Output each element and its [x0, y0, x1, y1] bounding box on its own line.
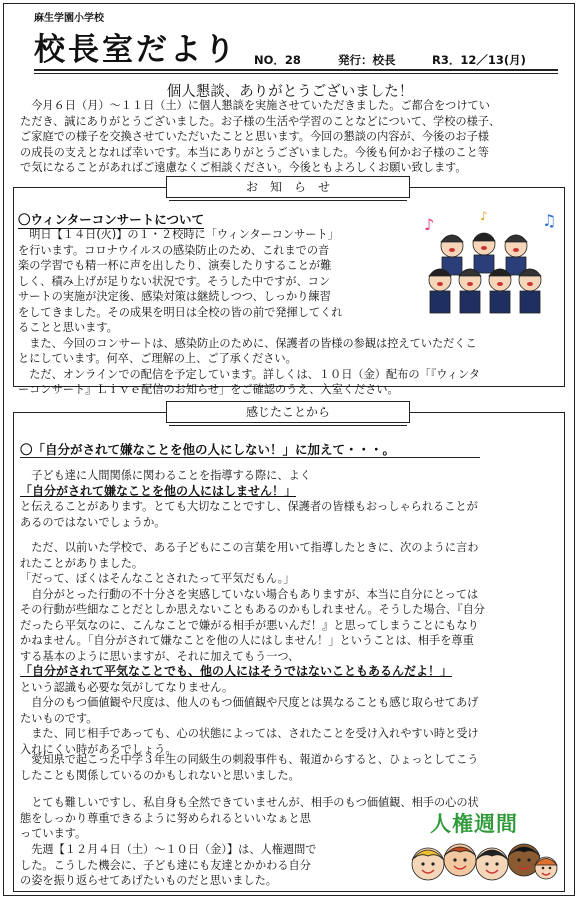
- quote-highlight-2: 「自分がされて平気なことでも、他の人にはそうではないこともあるんだよ！」: [20, 664, 453, 678]
- reflection-paragraph-5: 先週【１２月４日（土）～１０日（金）】は、人権週間で した。こうした機会に、子ども達にも友達とかかわる自分 の姿を振り返らせてあげたいものだと思いました。: [20, 843, 317, 887]
- svg-text:♫: ♫: [542, 211, 557, 230]
- quote-highlight-1: 「自分がされて嫌なことを他の人にはしません！」: [20, 483, 297, 498]
- publisher: 発行：校長: [338, 53, 396, 67]
- issue-date: R3．12／13(月): [432, 53, 526, 67]
- reflection-paragraph-2: ただ、以前いた学校で、ある子どもにこの言葉を用いて指導したときに、次のように言わ れたことがありました。 「だって、ぼくはそんなことされたって平気だもん。」 自分がとった行動の不十分さを実感していない場合もありますが、本当に自分にとっては その行動が些細なことだとしか思えないこともあるのかもしれません。そうした場合、『自分 だったら平気なのに、こんなことで嫌がる相手が悪いんだ！』と思ってしまうことにもなり かねません。「自分がされて嫌なことを他の人にはしません！」ということは、相手を尊重 する基本のように思いますが、それに加えてもう一つ、 「自分がされて平気なことでも、他の人にはそうではないこともあるんだよ！」 という認識も必要な気がしてなりません。 自分のもつ価値観や尺度は、他人のもつ価値観や尺度とは異なることも感じ取らせてあげ たいものです。 また、同じ相手であっても、心の状態によっては、されたことを受け入れやすい時と受け 入れにくい時があるでしょう。: [20, 541, 485, 756]
- reflection-box-title: 感じたことから: [166, 401, 410, 423]
- intro-paragraph: 今月６日（月）～１１日（土）に個人懇談を実施させていただきました。ご都合をつけてい ただき、誠にありがとうございました。お子様の生活や学習のことなどについて、学校の様子、 ご家庭での様子を交換させていただいたことと思います。今回の懇談の内容が、今後のお子様 の成長の支えとなれば幸いです。本当にありがとうございました。今後も何かお子様のこと等 で気になることがあればご遠慮なくご相談ください。今後ともよろしくお願い致します。: [20, 99, 501, 174]
- human-rights-week-logo-text: 人権週間: [430, 812, 518, 836]
- svg-text:♪: ♪: [480, 209, 488, 223]
- notice-paragraph: 明日【１４日(火)】の１・２校時に「ウィンターコンサート」 を行います。コロナウイルスの感染防止のため、これまでの音 楽の学習でも精一杯に声を出したり、演奏したりすることが難 しく、積み上げが足りない状況です。そうした中ですが、コン サートの実施が決定後、感染対策は継続しつつ、しっかり練習 をしてきました。その成果を明日は全校の皆の前で発揮してくれ ることと思います。 また、今回のコンサートは、感染防止のために、保護者の皆様の参観は控えていただくこ とにしています。何卒、ご理解の上、ご了承ください。 ただ、オンラインでの配信を予定しています。詳しくは、１０日（金）配布の「『ウィンタ ーコンサート』Ｌｉｖｅ配信のお知らせ」をご確認のうえ、入室ください。: [18, 228, 480, 396]
- header-rule-thin: [34, 73, 558, 74]
- notice-box-title: お 知 ら せ: [166, 176, 410, 198]
- school-name: 麻生学園小学校: [34, 13, 104, 24]
- reflection-heading: 〇「自分がされて嫌なことを他の人にしない！」に加えて・・・。: [20, 442, 396, 457]
- notice-heading: 〇ウィンターコンサートについて: [18, 212, 205, 227]
- intro-headline: 個人懇談、ありがとうございました！: [166, 84, 414, 100]
- reflection-paragraph-1: 子ども達に人間関係に関わることを指導する際に、よく 「自分がされて嫌なことを他の人にはしません！」 と伝えることがあります。とても大切なことですし、保護者の皆様もおっしゃられることが あるのではないでしょうか。: [20, 469, 478, 529]
- reflection-paragraph-3: 愛知県で起こった中学３年生の同級生の刺殺事件も、報道からすると、ひょっとしてこう したことも関係しているのかもしれないと思いました。: [20, 753, 479, 782]
- header-rule-thick: [34, 69, 558, 71]
- svg-text:♪: ♪: [424, 215, 435, 234]
- issue-number: NO．28: [254, 53, 301, 67]
- newsletter-title: 校長室だより: [34, 32, 238, 68]
- reflection-heading-underline: [20, 457, 480, 458]
- choir-illustration: [422, 208, 562, 316]
- reflection-paragraph-4: とても難しいですし、私自身も全然できていませんが、相手のもつ価値観、相手の心の状 態をしっかり尊重できるように努められるといいなぁと思 っています。: [20, 796, 479, 840]
- children-faces-illustration: [408, 832, 558, 890]
- music-note-icon: [424, 209, 556, 234]
